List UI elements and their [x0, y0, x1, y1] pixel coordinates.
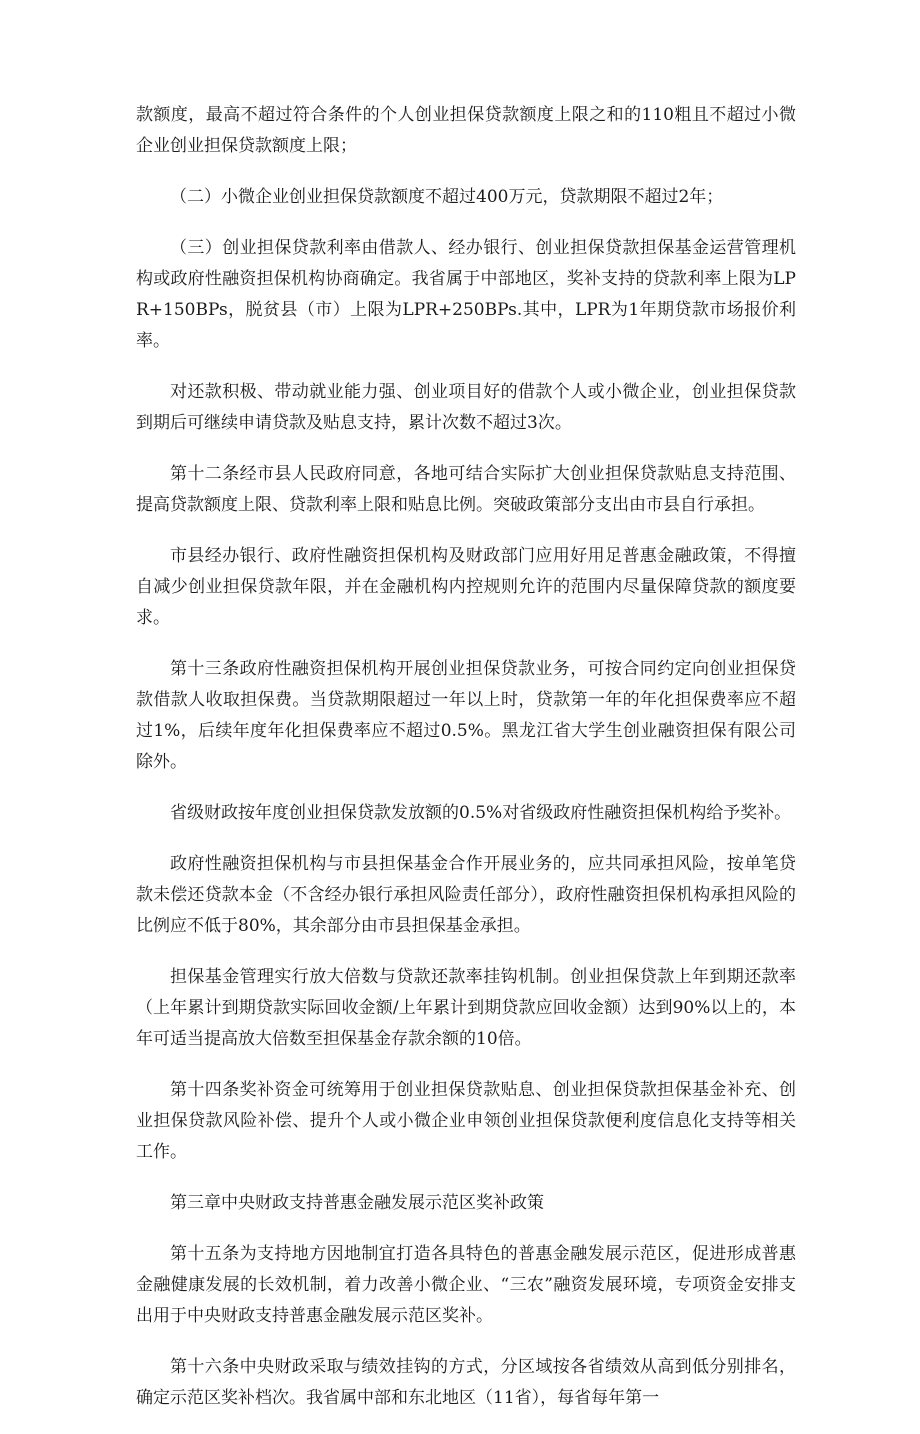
paragraph-article-16: 第十六条中央财政采取与绩效挂钩的方式，分区域按各省绩效从高到低分别排名，确定示范区奖补档次。我省属中部和东北地区（11省），每省每年第一: [136, 1357, 796, 1408]
paragraph-risk-sharing: 政府性融资担保机构与市县担保基金合作开展业务的，应共同承担风险，按单笔贷款未偿还贷款本金（不含经办银行承担风险责任部分），政府性融资担保机构承担风险的比例应不低于80%，其余部分由市县担保基金承担。: [136, 854, 796, 936]
paragraph-interest-rate: （三）创业担保贷款利率由借款人、经办银行、创业担保贷款担保基金运营管理机构或政府性融资担保机构协商确定。我省属于中部地区，奖补支持的贷款利率上限为LPR+150BPs，脱贫县（市）上限为LPR+250BPs.其中，LPR为1年期贷款市场报价利率。: [136, 238, 796, 351]
paragraph-article-13: 第十三条政府性融资担保机构开展创业担保贷款业务，可按合同约定向创业担保贷款借款人收取担保费。当贷款期限超过一年以上时，贷款第一年的年化担保费率应不超过1%，后续年度年化担保费率应不超过0.5%。黑龙江省大学生创业融资担保有限公司除外。: [136, 659, 796, 772]
paragraph-policy-use: 市县经办银行、政府性融资担保机构及财政部门应用好用足普惠金融政策，不得擅自减少创业担保贷款年限，并在金融机构内控规则允许的范围内尽量保障贷款的额度要求。: [136, 546, 796, 628]
paragraph-article-12: 第十二条经市县人民政府同意，各地可结合实际扩大创业担保贷款贴息支持范围、提高贷款额度上限、贷款利率上限和贴息比例。突破政策部分支出由市县自行承担。: [136, 464, 796, 515]
paragraph-article-15: 第十五条为支持地方因地制宜打造各具特色的普惠金融发展示范区，促进形成普惠金融健康发展的长效机制，着力改善小微企业、“三农”融资发展环境，专项资金安排支出用于中央财政支持普惠金融发展示范区奖补。: [136, 1244, 796, 1326]
document-page: [136, 100, 796, 1434]
paragraph-loan-amount-cap: 款额度，最高不超过符合条件的个人创业担保贷款额度上限之和的110粗且不超过小微企业创业担保贷款额度上限；: [136, 105, 796, 156]
paragraph-provincial-subsidy: 省级财政按年度创业担保贷款发放额的0.5%对省级政府性融资担保机构给予奖补。: [170, 803, 792, 823]
paragraph-leverage-mechanism: 担保基金管理实行放大倍数与贷款还款率挂钩机制。创业担保贷款上年到期还款率（上年累计到期贷款实际回收金额/上年累计到期贷款应回收金额）达到90%以上的，本年可适当提高放大倍数至担保基金存款余额的10倍。: [136, 967, 796, 1049]
paragraph-article-14: 第十四条奖补资金可统筹用于创业担保贷款贴息、创业担保贷款担保基金补充、创业担保贷款风险补偿、提升个人或小微企业申领创业担保贷款便利度信息化支持等相关工作。: [136, 1080, 796, 1162]
paragraph-renewal: 对还款积极、带动就业能力强、创业项目好的借款个人或小微企业，创业担保贷款到期后可继续申请贷款及贴息支持，累计次数不超过3次。: [136, 382, 796, 433]
chapter-3-heading: 第三章中央财政支持普惠金融发展示范区奖补政策: [170, 1193, 544, 1213]
paragraph-small-enterprise-limit: （二）小微企业创业担保贷款额度不超过400万元，贷款期限不超过2年；: [170, 187, 724, 207]
